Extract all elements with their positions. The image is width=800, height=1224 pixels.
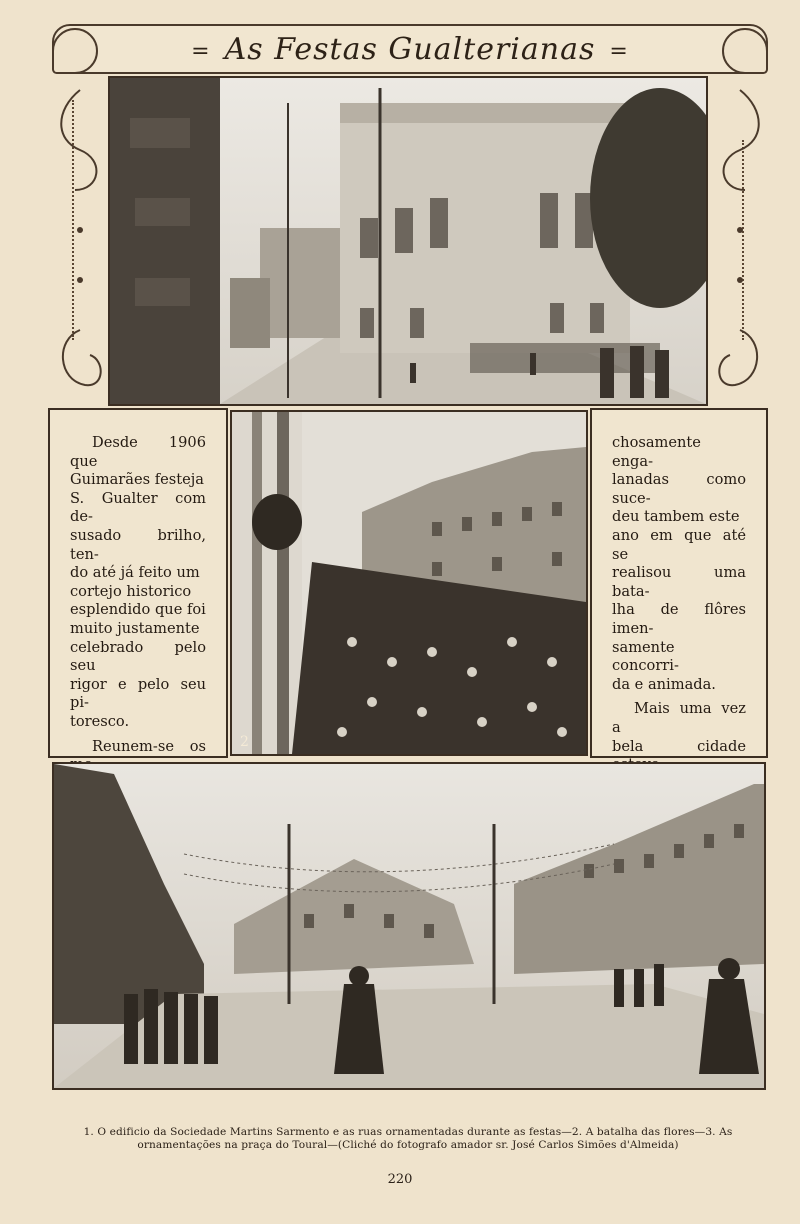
photo-caption: 1. O edificio da Sociedade Martins Sarmento e as ruas ornamentadas durante as festas—2. A batalha das flores—3. As ornamentações na praça do Toural—(Cliché do fotografo amador sr. José Carlos Simões d'Almeida) <box>83 1126 733 1151</box>
text-column-right <box>590 408 768 758</box>
paragraph-decorated-streets: chosamente enga- lanadas como suce- deu tambem este ano em que até se realisou uma bata- lha de flôres imen- samente concorri- da e animada. <box>612 434 746 693</box>
photo-number: 2 <box>240 734 249 750</box>
photo-building-street <box>108 76 708 406</box>
photo-crowd-street <box>230 410 588 756</box>
photo-building-street-image <box>110 78 706 404</box>
page-title: = As Festas Gualterianas = <box>191 32 629 67</box>
paragraph-intro: Desde 1906 que Guimarães festeja S. Gualter com de- susado brilho, ten- do até já feito um cortejo historico esplendido que foi muito justamente celebrado pelo seu rigor e pelo seu pi- toresco. <box>70 434 206 730</box>
scroll-ornament-left <box>52 28 98 74</box>
photo-square-decorated <box>52 762 766 1090</box>
text-column-left <box>48 408 228 758</box>
page-number: 220 <box>387 1172 413 1187</box>
right-floral-ornament <box>710 80 770 400</box>
photo-square-decorated-image <box>54 764 764 1088</box>
photo-crowd-street-image <box>232 412 586 754</box>
paragraph-elements: Reunem-se os <box>92 737 206 755</box>
scroll-ornament-right <box>722 28 768 74</box>
paragraph-museum: Mais uma vez a bela cidade <box>612 700 746 755</box>
title-banner <box>52 24 768 74</box>
left-floral-ornament <box>50 80 110 400</box>
